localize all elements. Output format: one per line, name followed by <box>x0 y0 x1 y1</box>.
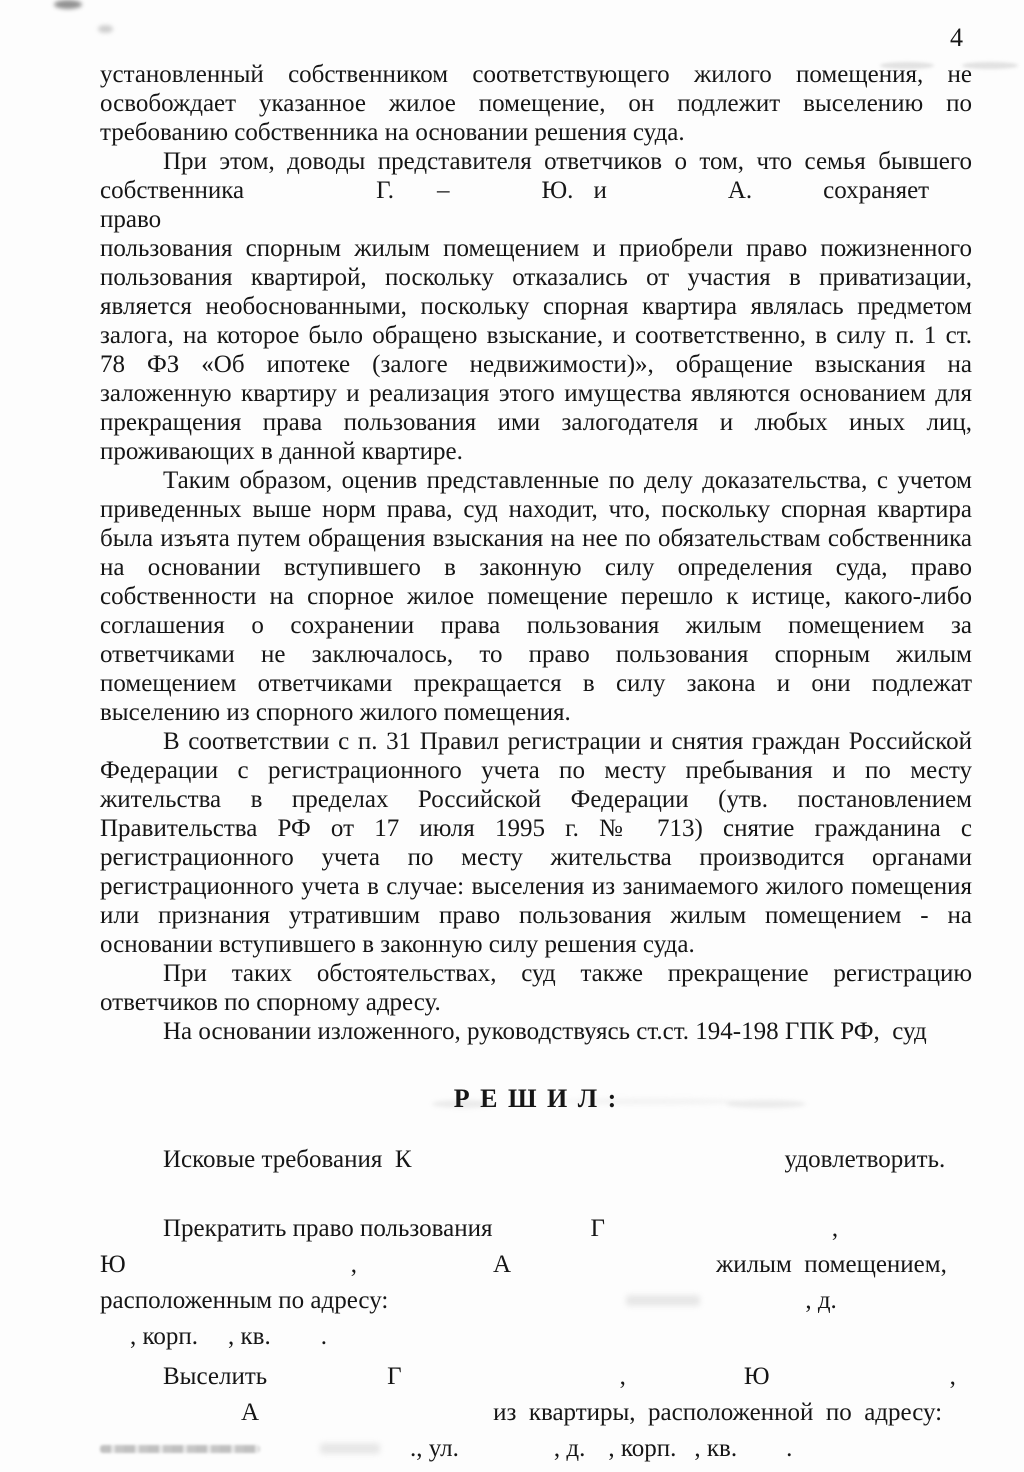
redaction-gap <box>198 1343 228 1344</box>
text-line: ответчиками не заключалось, то право пользования спорным жилым <box>100 641 972 668</box>
redaction-gap <box>412 1166 785 1167</box>
redaction-gap <box>260 1455 320 1456</box>
text-segment: , кв. <box>694 1435 738 1462</box>
para-arguments-rejected <box>100 147 972 466</box>
para-legal-basis <box>100 1017 972 1046</box>
para-claims-granted <box>100 1142 972 1178</box>
text-line <box>100 1211 972 1247</box>
text-segment: ., ул. <box>410 1435 459 1462</box>
text-segment: удовлетворить. <box>784 1146 946 1173</box>
paragraph-indent <box>100 748 163 749</box>
redaction-gap <box>100 1383 163 1384</box>
text-segment: А <box>492 1251 512 1278</box>
text-line: на основании вступившего в законную силу определения суда, право <box>100 554 972 581</box>
text-line: регистрационного учета в случае: выселения из занимаемого жилого помещения <box>100 873 972 900</box>
text-line: является необоснованными, поскольку спорная квартира являлась предметом <box>100 293 972 320</box>
text-line <box>100 1017 972 1046</box>
redaction-gap <box>271 1343 321 1344</box>
text-segment: Исковые требования К <box>163 1146 412 1173</box>
redaction-gap <box>770 1383 950 1384</box>
text-line: Федерации с регистрационного учета по месту пребывания и по месту <box>100 757 972 784</box>
text-line: пользования квартирой, поскольку отказались от участия в приватизации, <box>100 264 972 291</box>
text-line: собственности на спорное жилое помещение перешло к истице, какого-либо <box>100 583 972 610</box>
text-segment: расположенным по адресу: <box>100 1287 389 1314</box>
text-segment: , <box>619 1363 626 1390</box>
redaction-gap <box>100 1419 241 1420</box>
erased-text-smudge <box>100 1445 260 1453</box>
redaction-gap <box>511 1271 716 1272</box>
text-segment: , д. <box>553 1435 586 1462</box>
paragraph-indent <box>100 168 163 169</box>
text-line <box>100 1359 972 1395</box>
redaction-gap <box>357 1271 493 1272</box>
redaction-gap <box>676 1455 694 1456</box>
redaction-gap <box>573 197 593 198</box>
redaction-gap <box>100 1343 130 1344</box>
text-segment: , <box>831 1215 839 1242</box>
text-segment: , корп. <box>130 1323 199 1350</box>
text-segment: , <box>949 1363 956 1390</box>
redaction-gap <box>607 197 728 198</box>
redaction-gap <box>267 1383 387 1384</box>
text-segment: , <box>350 1251 357 1278</box>
text-line: При этом, доводы представителя ответчиков о том, что семья бывшего <box>100 147 972 176</box>
para-registration-rules <box>100 727 972 959</box>
text-column <box>100 0 972 1467</box>
faint-erased-mark <box>320 1443 380 1454</box>
text-segment: из квартиры, расположенной по адресу: <box>493 1399 943 1426</box>
para-evict <box>100 1359 972 1467</box>
redaction-gap <box>449 197 541 198</box>
redaction-gap <box>737 1455 786 1456</box>
text-line: установленный собственником соответствующего жилого помещения, не <box>100 61 972 88</box>
text-line: освобождает указанное жилое помещение, он подлежит выселению по <box>100 90 972 117</box>
text-line: Р Е Ш И Л : <box>453 1084 619 1113</box>
redaction-gap <box>100 1166 163 1167</box>
text-segment: Ю. <box>541 177 574 204</box>
text-segment: , кв. <box>228 1323 271 1350</box>
text-line: или признания утратившим право пользования жилым помещением - на <box>100 902 972 929</box>
para-continuation <box>100 60 972 147</box>
text-line: В соответствии с п. 31 Правил регистрации и снятия граждан Российской <box>100 727 972 756</box>
text-line: Таким образом, оценив представленные по делу доказательства, с учетом <box>100 466 972 495</box>
redaction-gap <box>700 1307 805 1308</box>
para-court-findings <box>100 466 972 727</box>
faint-erased-mark <box>626 1295 700 1306</box>
text-line: пользования спорным жилым помещением и приобрели право пожизненного <box>100 235 972 262</box>
text-line: залога, на которое было обращено взыскание, и соответственно, в силу п. 1 ст. <box>100 322 972 349</box>
text-segment: и <box>593 177 607 204</box>
redaction-gap <box>244 197 376 198</box>
text-line: основании вступившего в законную силу решения суда. <box>100 931 695 958</box>
redaction-gap <box>388 1307 626 1308</box>
redaction-gap <box>605 1235 832 1236</box>
text-line <box>100 1431 972 1467</box>
decision-heading <box>100 1084 972 1113</box>
text-line: приведенных выше норм права, суд находит, что, поскольку спорная квартира <box>100 496 972 523</box>
text-segment: Ю <box>100 1251 126 1278</box>
text-line: выселению из спорного жилого помещения. <box>100 699 571 726</box>
text-line: Правительства РФ от 17 июля 1995 г. № 713) снятие гражданина с <box>100 815 972 842</box>
text-line <box>100 1319 972 1355</box>
redaction-gap <box>380 1455 410 1456</box>
text-segment: . <box>320 1323 327 1350</box>
text-segment: А. <box>727 177 753 204</box>
para-terminate-right <box>100 1211 972 1355</box>
text-segment: , д. <box>805 1287 837 1314</box>
paragraph-indent <box>100 980 163 981</box>
redaction-gap <box>402 1383 620 1384</box>
text-line: При таких обстоятельствах, суд также прекращение регистрацию <box>100 959 972 988</box>
text-line <box>100 176 972 234</box>
scan-smudge-top-left <box>54 0 82 9</box>
text-segment: жилым помещением, <box>716 1251 947 1278</box>
text-segment: Г <box>387 1363 402 1390</box>
redaction-gap <box>100 1235 163 1236</box>
redaction-gap <box>100 1038 163 1039</box>
text-segment: А <box>241 1399 260 1426</box>
paragraph-indent <box>100 487 163 488</box>
redaction-gap <box>259 1419 493 1420</box>
redaction-gap <box>394 197 437 198</box>
text-line <box>100 1283 972 1319</box>
text-segment: Г. <box>376 177 394 204</box>
text-line: заложенную квартиру и реализация этого имущества являются основанием для <box>100 380 972 407</box>
text-line: была изъята путем обращения взыскания на нее по обязательствам собственника <box>100 525 972 552</box>
text-line: помещением ответчиками прекращается в силу закона и они подлежат <box>100 670 972 697</box>
redaction-gap <box>126 1271 351 1272</box>
redaction-gap <box>585 1455 608 1456</box>
text-line: проживающих в данной квартире. <box>100 438 463 465</box>
text-segment: На основании изложенного, руководствуясь ст.ст. 194-198 ГПК РФ, суд <box>163 1018 927 1045</box>
text-line: 78 ФЗ «Об ипотеке (залоге недвижимости)», обращение взыскания на <box>100 351 972 378</box>
text-line: прекращения права пользования ими залогодателя и любых иных лиц, <box>100 409 972 436</box>
text-line: жительства в пределах Российской Федерации (утв. постановлением <box>100 786 972 813</box>
redaction-gap <box>752 197 823 198</box>
para-registration-termination <box>100 959 972 1017</box>
text-line <box>100 1247 972 1283</box>
text-segment: Выселить <box>163 1363 268 1390</box>
text-segment: сохраняет право <box>100 177 936 233</box>
text-line: регистрационного учета по месту жительства производится органами <box>100 844 972 871</box>
redaction-gap <box>492 1235 590 1236</box>
text-segment: . <box>786 1435 793 1462</box>
page-number: 4 <box>950 23 963 52</box>
text-line <box>100 1142 972 1178</box>
text-segment: собственника <box>100 177 245 204</box>
text-segment: Г <box>590 1215 605 1242</box>
text-segment: , корп. <box>608 1435 677 1462</box>
text-line: требованию собственника на основании решения суда. <box>100 119 685 146</box>
text-line: соглашения о сохранении права пользования жилым помещением за <box>100 612 972 639</box>
redaction-gap <box>459 1455 554 1456</box>
text-line <box>100 1395 972 1431</box>
redaction-gap <box>626 1383 744 1384</box>
text-segment: Ю <box>743 1363 770 1390</box>
text-line: ответчиков по спорному адресу. <box>100 989 441 1016</box>
text-segment: Прекратить право пользования <box>163 1215 493 1242</box>
text-segment: – <box>436 177 450 204</box>
